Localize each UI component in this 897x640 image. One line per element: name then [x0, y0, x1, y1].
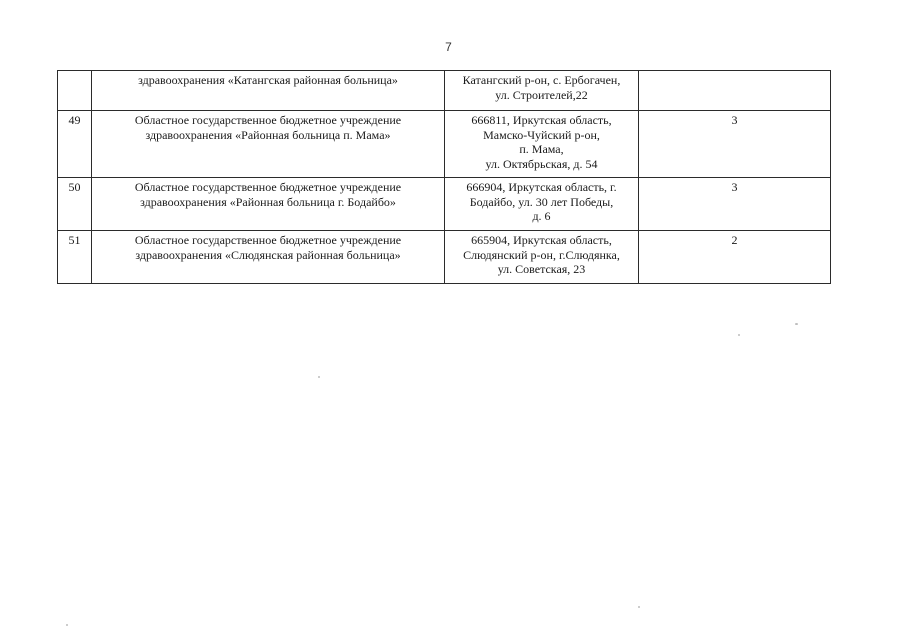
quantity-cell: 2	[639, 231, 831, 284]
institution-name-line: Областное государственное бюджетное учреждение	[134, 113, 402, 127]
institution-name-line: Областное государственное бюджетное учреждение	[134, 233, 402, 247]
row-number-cell	[58, 71, 92, 111]
address-line: ул. Советская, 23	[497, 262, 586, 276]
address-cell	[445, 111, 639, 178]
institution-name-cell	[92, 111, 445, 178]
table-row	[58, 111, 831, 178]
institution-name-cell	[92, 231, 445, 284]
quantity-cell	[639, 71, 831, 111]
institutions-table	[57, 70, 831, 284]
scan-speck	[738, 334, 740, 336]
address-line: ул. Октябрьская, д. 54	[485, 156, 598, 171]
institution-name-line: Областное государственное бюджетное учреждение	[134, 180, 402, 194]
address-line: 666904, Иркутская область, г.	[466, 180, 617, 194]
institution-name-cell	[92, 71, 445, 111]
scan-speck	[66, 624, 68, 626]
scan-speck	[638, 606, 640, 608]
address-line: ул. Строителей,22	[495, 87, 588, 102]
institution-name-cell	[92, 178, 445, 231]
page-number: 7	[445, 40, 452, 54]
row-number-cell: 49	[58, 111, 92, 178]
address-line: Мамско-Чуйский р-он,	[483, 127, 600, 142]
table-row	[58, 178, 831, 231]
table-row	[58, 71, 831, 111]
scan-speck	[318, 376, 320, 378]
address-line: Слюдянский р-он, г.Слюдянка,	[463, 247, 620, 262]
institution-name-line: здравоохранения «Районная больница п. Мама»	[145, 127, 391, 142]
institution-name-line: здравоохранения «Слюдянская районная больница»	[135, 247, 401, 262]
address-line: д. 6	[532, 209, 551, 223]
quantity-cell: 3	[639, 178, 831, 231]
institution-name-line: здравоохранения «Районная больница г. Бодайбо»	[140, 194, 396, 209]
scan-speck	[795, 323, 798, 325]
institution-name-line: здравоохранения «Катангская районная больница»	[138, 73, 398, 87]
address-cell	[445, 71, 639, 111]
address-line: 666811, Иркутская область,	[471, 113, 612, 127]
address-line: Катангский р-он, с. Ербогачен,	[462, 73, 621, 87]
quantity-cell: 3	[639, 111, 831, 178]
address-line: Бодайбо, ул. 30 лет Победы,	[469, 194, 614, 209]
address-line: 665904, Иркутская область,	[471, 233, 612, 247]
address-line: п. Мама,	[519, 142, 564, 156]
row-number-cell: 51	[58, 231, 92, 284]
address-cell	[445, 178, 639, 231]
table-row	[58, 231, 831, 284]
address-cell	[445, 231, 639, 284]
row-number-cell: 50	[58, 178, 92, 231]
